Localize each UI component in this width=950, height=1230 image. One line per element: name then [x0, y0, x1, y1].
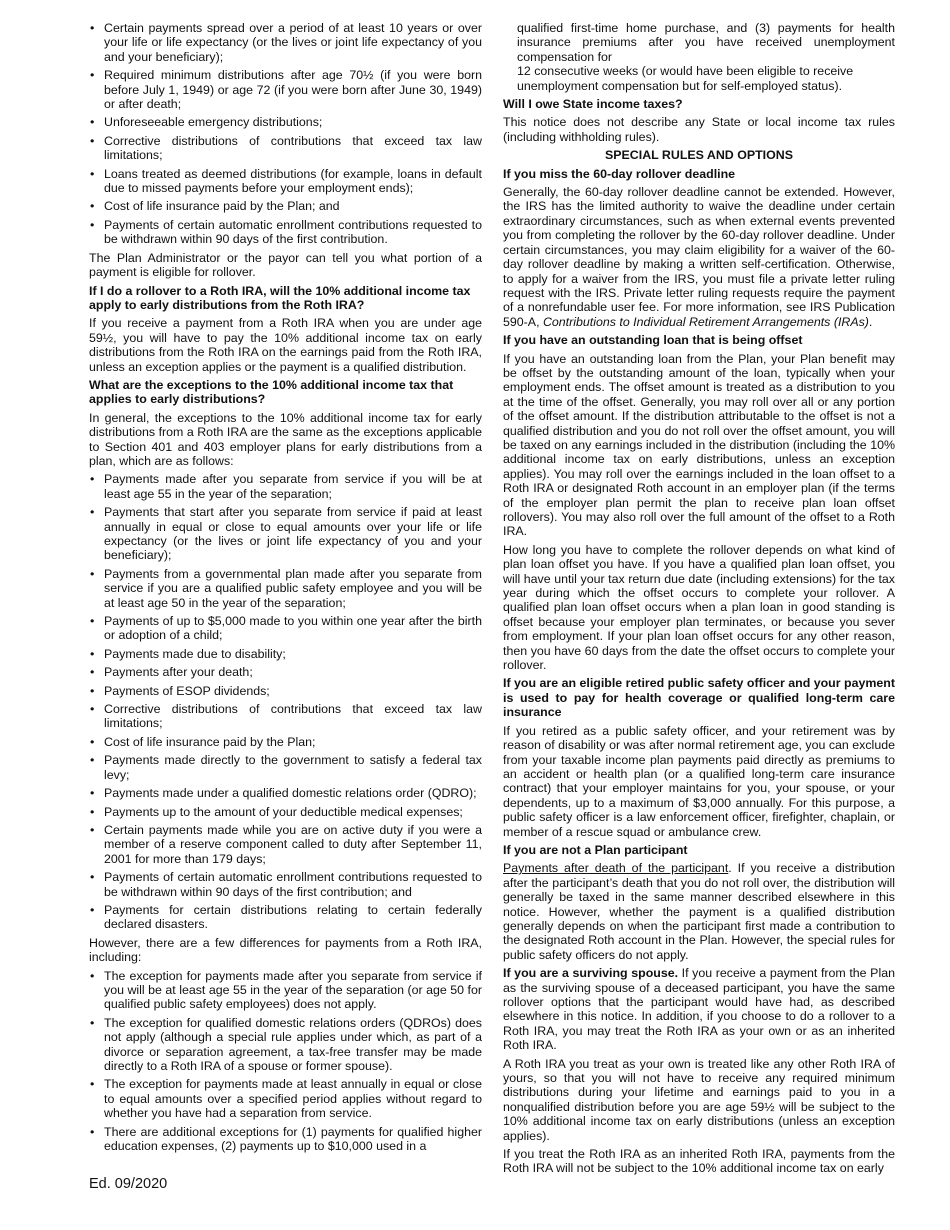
heading-not-participant: If you are not a Plan participant — [503, 842, 688, 857]
list-item: • Payments after your death; — [89, 665, 482, 679]
publication-title: Contributions to Individual Retirement Arrangements (IRAs) — [542, 314, 869, 329]
list-item: • Payments that start after you separate from service if paid at least annually in equal or close to equal amounts over your life or life expectancy (or the lives or joint life expectancy of you and your beneficiary); — [89, 505, 482, 563]
list-item: • There are additional exceptions for (1) payments for qualified higher education expenses, (2) payments up to $10,000 used in a — [89, 1125, 482, 1154]
list-item: • Cost of life insurance paid by the Plan; — [89, 735, 482, 749]
list-item: • Corrective distributions of contributions that exceed tax law limitations; — [89, 134, 482, 163]
spouse-label: If you are a surviving spouse. — [503, 966, 679, 981]
list-item: • Payments for certain distributions relating to certain federally declared disasters. — [89, 903, 482, 932]
heading-exceptions: What are the exceptions to the 10% additional income tax that applies to early distributions? — [89, 377, 454, 407]
death-label: Payments after death of the participant — [503, 861, 729, 876]
list-item: • Payments made due to disability; — [89, 647, 482, 661]
paragraph-exceptions: In general, the exceptions to the 10% additional income tax for early distributions from a Roth IRA are the same as the exceptions applicable to Section 401 and 403 employer plans for early distributions from a plan, which are as follows: — [89, 410, 482, 468]
list-item: • The exception for payments made at least annually in equal or close to equal amounts over a specified period applies without regard to whether you have had a separation from service. — [89, 1077, 482, 1120]
list-item: • Payments up to the amount of your deductible medical expenses; — [89, 805, 482, 819]
heading-public-safety: If you are an eligible retired public safety officer and your payment is used to pay for health coverage or qualified long-term care insurance — [503, 676, 895, 720]
paragraph-differences: However, there are a few differences for payments from a Roth IRA, including: — [89, 935, 482, 965]
list-item: • The exception for payments made after you separate from service if you will be at least age 55 in the year of the separation (or age 50 for qualified public safety employees) does not apply. — [89, 969, 482, 1012]
list-item: • Payments made directly to the government to satisfy a federal tax levy; — [89, 753, 482, 782]
paragraph-death-text: . If you receive a distribution after the participant’s death that you do not roll over, the distribution will generally be taxed in the same manner described elsewhere in this notice. However, whether the payment is a qualified distribution generally depends on when the participant first made a contribution to the designated Roth account in the Plan. However, the special rules for public safety officers do not apply. — [503, 861, 895, 962]
left-column — [89, 21, 482, 1157]
paragraph-public-safety: If you retired as a public safety officer, and your retirement was by reason of disability or was after normal retirement age, you can exclude from your taxable income plan payments paid directly as premiums to an accident or health plan (or a qualified long-term care insurance contract) that your employer maintains for you, your spouse, or your dependents, up to a maximum of $3,000 annually. For this purpose, a public safety officer is a law enforcement officer, firefighter, chaplain, or member of a rescue squad or ambulance crew. — [503, 723, 895, 839]
heading-loan-offset: If you have an outstanding loan that is being offset — [503, 333, 803, 348]
paragraph-loan-offset-timing: How long you have to complete the rollover depends on what kind of plan loan offset you have. If you have a qualified plan loan offset, you will have until your tax return due date (including extensions) for the tax year during which the offset occurs to complete your rollover. A qualified plan loan offset occurs when a plan loan in good standing is offset because your employer plan terminates, or because you sever from employment. If your plan loan offset occurs for any other reason, then you have 60 days from the date the offset occurs to complete your rollover. — [503, 542, 895, 673]
continued-list-text: 12 consecutive weeks (or would have been eligible to receive unemployment compensation but for self-employed status). — [517, 64, 854, 93]
paragraph-spouse — [503, 966, 895, 1052]
paragraph-loan-offset: If you have an outstanding loan from the Plan, your Plan benefit may be offset by the outstanding amount of the loan, typically when your employment ends. The offset amount is treated as a distribution to you at the time of the offset. Generally, you may roll over all or any portion of the offset amount. If the distribution attributable to the offset is not a qualified distribution and you do not roll over the offset amount, you will be taxed on any earnings included in the distribution (including the 10% additional income tax on early distributions, unless an exception applies). You may roll over the earnings included in the loan offset to a Roth IRA or designated Roth account in an employer plan (if the terms of the employer plan permit the plan to receive plan loan offset rollovers). You may also roll over the full amount of the offset to a Roth IRA. — [503, 351, 895, 539]
list-item: • Payments made under a qualified domestic relations order (QDRO); — [89, 786, 482, 800]
section-title: SPECIAL RULES AND OPTIONS — [605, 148, 793, 163]
continued-list-text: qualified first-time home purchase, and (3) payments for health insurance premiums after you have received unemployment compensation for — [517, 21, 895, 64]
list-item: • Payments of ESOP dividends; — [89, 684, 482, 698]
paragraph-60-day-end: . — [868, 314, 873, 329]
paragraph-60-day — [503, 185, 895, 329]
paragraph-state-taxes: This notice does not describe any State or local income tax rules (including withholding rules). — [503, 115, 895, 144]
differences-list — [89, 969, 482, 1154]
paragraph-60-day-text: Generally, the 60-day rollover deadline cannot be extended. However, the IRS has the limited authority to waive the deadline under certain extraordinary circumstances, such as when external events prevented you from completing the rollover by the 60-day rollover deadline. Under certain circumstances, you may claim eligibility for a waiver of the 60-day rollover deadline by making a written self-certification. Otherwise, to apply for a waiver from the IRS, you must file a private letter ruling request with the IRS. Private letter ruling requests require the payment of a nonrefundable user fee. For more information, see IRS Publication 590-A, — [503, 185, 895, 329]
list-item: • Payments of certain automatic enrollment contributions requested to be withdrawn within 90 days of the first contribution; and — [89, 870, 482, 899]
right-column — [503, 21, 895, 1180]
eligible-payments-list — [89, 21, 482, 247]
heading-state-taxes: Will I owe State income taxes? — [503, 97, 683, 112]
list-item: • Loans treated as deemed distributions (for example, loans in default due to missed payments before your employment ends); — [89, 167, 482, 196]
list-item: • Payments from a governmental plan made after you separate from service if you are a qualified public safety employee and you will be at least age 50 in the year of the separation; — [89, 567, 482, 610]
paragraph-death — [503, 861, 895, 962]
edition-date: Ed. 09/2020 — [89, 1176, 168, 1192]
list-item: • Certain payments made while you are on active duty if you were a member of a reserve component called to duty after September 11, 2001 for more than 179 days; — [89, 823, 482, 866]
exceptions-list — [89, 472, 482, 931]
list-item: • Cost of life insurance paid by the Plan; and — [89, 199, 482, 213]
list-item: • Corrective distributions of contributions that exceed tax law limitations; — [89, 702, 482, 731]
paragraph-spouse-text: If you receive a payment from the Plan as the surviving spouse of a deceased participant, you have the same rollover options that the participant would have had, as described elsewhere in this notice. In addition, if you choose to do a rollover to a Roth IRA, you may treat the Roth IRA as your own or as an inherited Roth IRA. — [503, 966, 895, 1053]
list-item: • Unforeseeable emergency distributions; — [89, 115, 482, 129]
list-item: • Certain payments spread over a period of at least 10 years or over your life or life expectancy (or the lives or joint life expectancy of you and your beneficiary); — [89, 21, 482, 64]
list-item: • Payments of up to $5,000 made to you within one year after the birth or adoption of a child; — [89, 614, 482, 643]
paragraph-own-ira: A Roth IRA you treat as your own is treated like any other Roth IRA of yours, so that you will not have to receive any required minimum distributions during your lifetime and earnings paid to you in a nonqualified distribution before you are age 59½ will be subject to the 10% additional income tax on early distributions (unless an exception applies). — [503, 1056, 895, 1143]
paragraph-administrator: The Plan Administrator or the payor can tell you what portion of a payment is eligible for rollover. — [89, 250, 482, 280]
heading-rollover-roth: If I do a rollover to a Roth IRA, will the 10% additional income tax apply to early distributions from the Roth IRA? — [89, 283, 471, 312]
list-item: • Required minimum distributions after age 70½ (if you were born before July 1, 1949) or age 72 (if you were born after June 30, 1949) or after death; — [89, 68, 482, 111]
list-item: • Payments made after you separate from service if you will be at least age 55 in the year of the separation; — [89, 472, 482, 501]
list-item: • The exception for qualified domestic relations orders (QDROs) does not apply (although a special rule applies under which, as part of a divorce or separation agreement, a tax-free transfer may be made directly to a Roth IRA of a spouse or former spouse). — [89, 1016, 482, 1074]
paragraph-rollover-roth: If you receive a payment from a Roth IRA when you are under age 59½, you will have to pay the 10% additional income tax on early distributions from the Roth IRA on the earnings paid from the Roth IRA, unless an exception applies or the payment is a qualified distribution. — [89, 316, 482, 374]
heading-60-day: If you miss the 60-day rollover deadline — [503, 166, 736, 181]
paragraph-inherited-ira: If you treat the Roth IRA as an inherited Roth IRA, payments from the Roth IRA will not be subject to the 10% additional income tax on early — [503, 1147, 895, 1176]
list-item: • Payments of certain automatic enrollment contributions requested to be withdrawn within 90 days of the first contribution. — [89, 218, 482, 247]
